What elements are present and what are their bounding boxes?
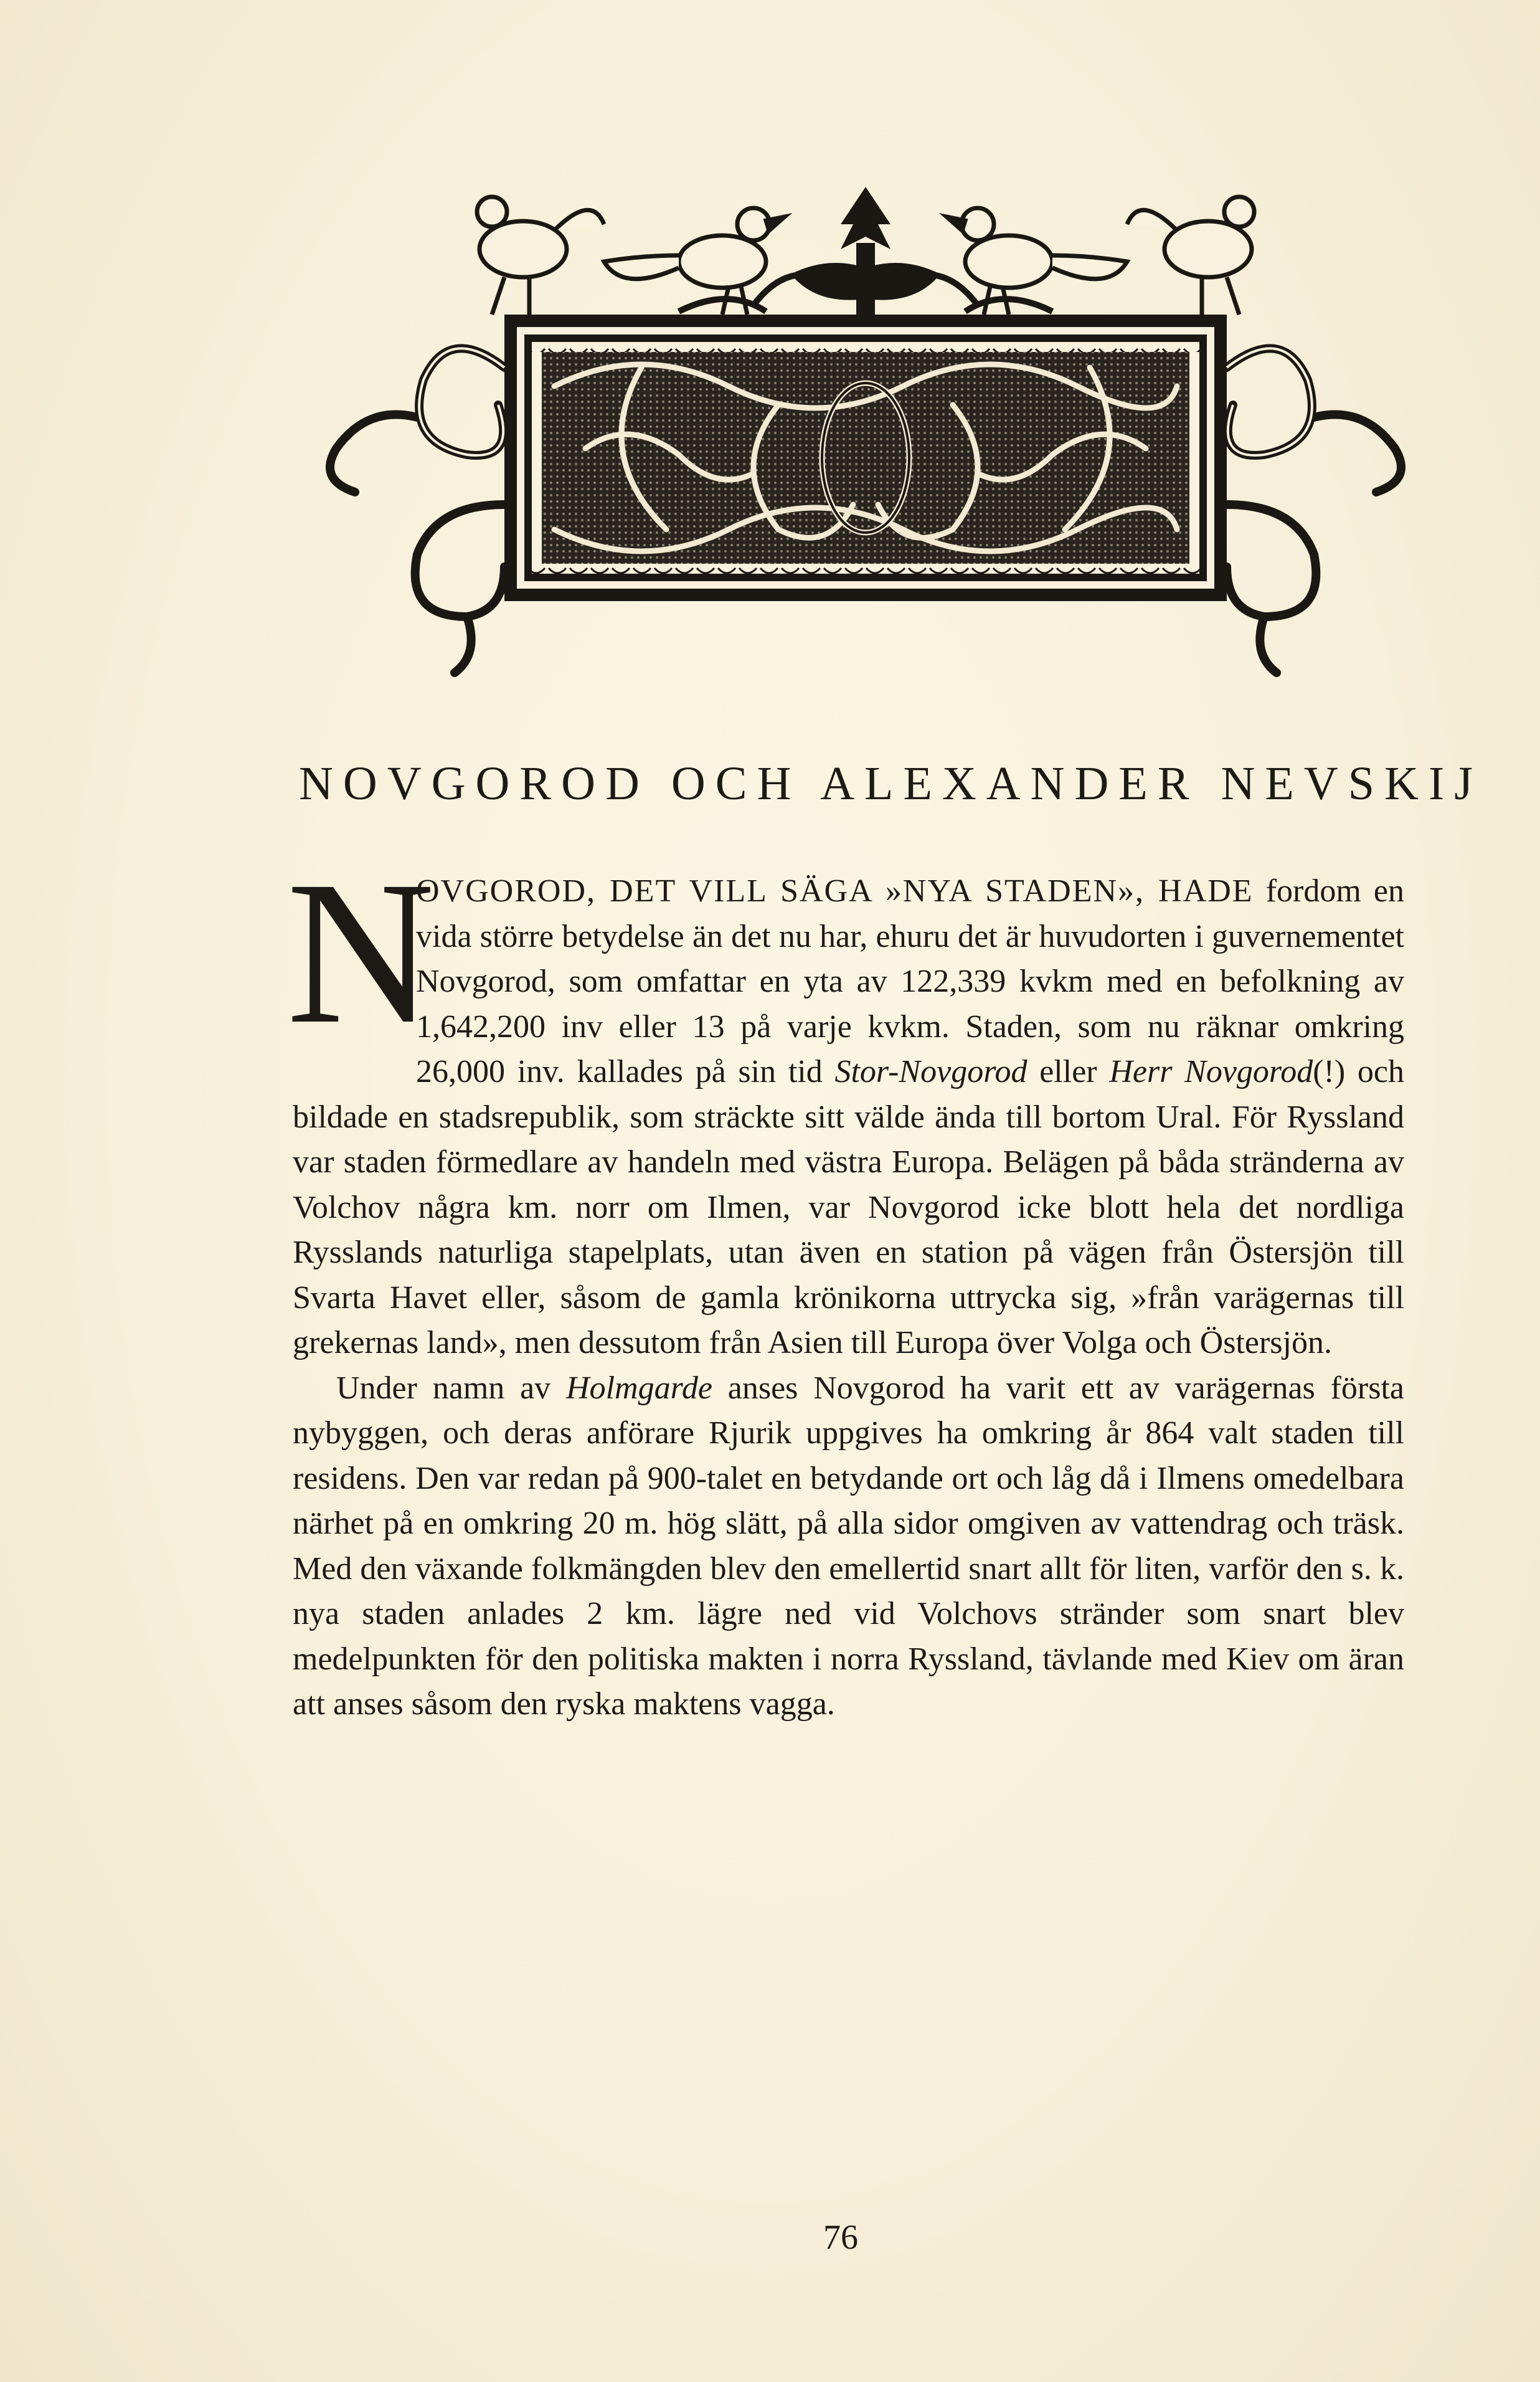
term-stor-novgorod: Stor-Novgorod <box>834 1054 1027 1089</box>
page-number: 76 <box>823 2218 858 2257</box>
paragraph-1-text: fordom en vida större betydelse än det nu har, ehuru det är huvudorten i guvernementet Novgorod, som omfattar en yta av 122,339 kvkm med en befolkning av 1,642,200 inv eller 13 på varje kvkm. Staden, som nu räknar omkring 26,000 inv. kallades på sin tid <box>416 873 1404 1089</box>
conjunction-eller: eller <box>1027 1054 1110 1089</box>
term-herr-novgorod: Herr Novgorod <box>1109 1054 1313 1089</box>
drop-cap: N <box>286 839 435 1066</box>
page-title: NOVGOROD OCH ALEXANDER NEVSKIJ <box>299 757 1483 810</box>
article-body <box>286 839 1405 1727</box>
paragraph-2-start: Under namn av <box>336 1370 567 1406</box>
bird-far-right <box>1127 197 1254 315</box>
term-holmgarde: Holmgarde <box>566 1370 712 1406</box>
bird-far-left <box>477 197 604 315</box>
lead-in: OVGOROD, DET VILL SÄGA »NYA STADEN», HADE <box>416 873 1254 909</box>
paragraph-2 <box>293 1366 1404 1727</box>
paragraph-1-end: (!) och bildade en stadsrepublik, som sträckte sitt välde ända till bortom Ural. För Ryssland var staden förmedlare av handeln med västra Europa. Belägen på båda stränderna av Volchov några km. norr om Ilmen, var Novgorod icke blott hela det nordliga Rysslands naturliga stapelplats, utan även en station på vägen från Östersjön till Svarta Havet eller, såsom de gamla krönikorna uttrycka sig, »från varägernas till grekernas land», men dessutom från Asien till Europa över Volga och Östersjön. <box>293 1054 1404 1360</box>
paragraph-2-text: anses Novgorod ha varit ett av varägernas första nybyggen, och deras anförare Rjurik uppgives ha omkring år 864 valt staden till residens. Den var redan på 900-talet en betydande ort och låg då i Ilmens omedelbara närhet på en omkring 20 m. hög slätt, på alla sidor omgiven av vattendrag och träsk. Med den växande folkmängden blev den emellertid snart allt för liten, varför den s. k. nya staden anlades 2 km. lägre ned vid Volchovs stränder som snart blev medelpunkten för den politiska makten i norra Ryssland, tävlande med Kiev om äran att anses såsom den ryska maktens vagga. <box>293 1370 1405 1722</box>
paragraph-1 <box>286 839 1404 1366</box>
ornament-headpiece-icon <box>293 181 1426 679</box>
